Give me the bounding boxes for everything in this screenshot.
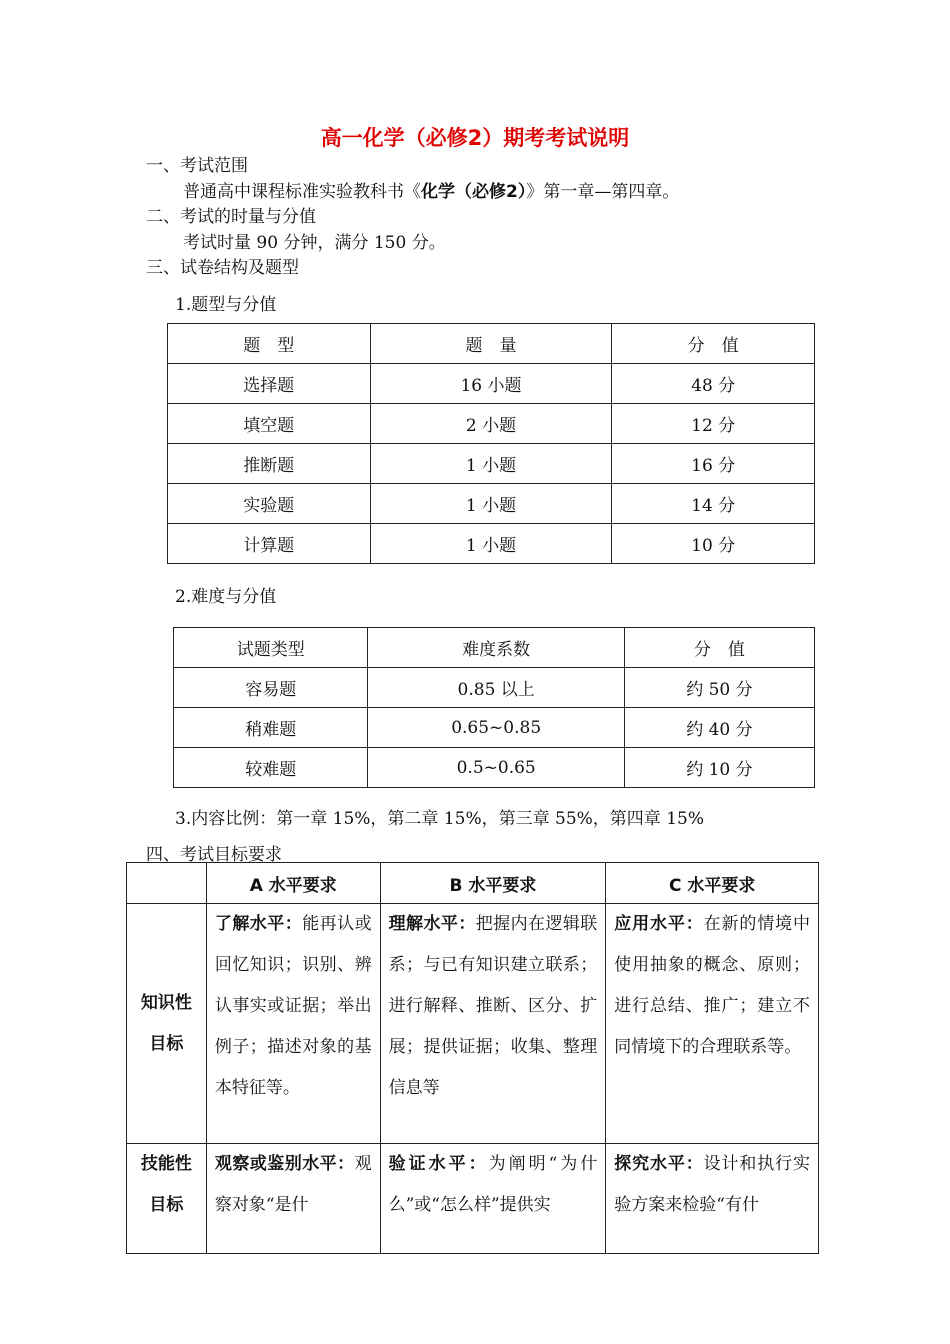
table-row xyxy=(174,668,815,708)
table-cell: 约 40 分 xyxy=(624,708,814,748)
table-header-cell: C 水平要求 xyxy=(606,863,819,904)
table-row xyxy=(127,1144,819,1254)
table-cell: 约 10 分 xyxy=(624,748,814,788)
table-cell: 14 分 xyxy=(612,484,815,524)
section-2-heading: 二、考试的时量与分值 xyxy=(146,207,316,227)
level-c-term: 应用水平： xyxy=(614,914,704,934)
level-c-text: 设计和执行实验方案来检验“有什 xyxy=(614,1154,811,1215)
table-cell: 0.5~0.65 xyxy=(368,748,624,788)
level-a-text: 观察对象“是什 xyxy=(214,1154,372,1215)
table-cell: 2 小题 xyxy=(370,404,612,444)
row-label-skill xyxy=(127,1144,207,1254)
table-cell: 稍难题 xyxy=(174,708,368,748)
table-header-cell: 难度系数 xyxy=(368,628,624,668)
table-cell: 填空题 xyxy=(168,404,371,444)
section-1-heading: 一、考试范围 xyxy=(146,156,248,176)
objectives-table xyxy=(126,862,819,1254)
level-c-cell xyxy=(606,904,819,1144)
level-b-cell xyxy=(380,1144,606,1254)
section-4-heading: 四、考试目标要求 xyxy=(146,845,282,865)
table-cell: 计算题 xyxy=(168,524,371,564)
section-1-text-suffix: 》第一章—第四章。 xyxy=(526,182,680,202)
table-row xyxy=(127,904,819,1144)
level-a-term: 观察或鉴别水平： xyxy=(214,1154,355,1174)
table-cell: 12 分 xyxy=(612,404,815,444)
table-cell: 1 小题 xyxy=(370,484,612,524)
level-b-cell xyxy=(380,904,606,1144)
section-1-text-bold: 化学（必修2） xyxy=(421,182,527,202)
table-header-cell: 分 值 xyxy=(612,324,815,364)
table-row xyxy=(168,404,815,444)
level-a-cell xyxy=(206,1144,380,1254)
table-header-cell: 分 值 xyxy=(624,628,814,668)
table-header-row xyxy=(168,324,815,364)
question-type-table xyxy=(167,323,815,564)
section-1-text xyxy=(183,177,679,202)
table-cell: 16 小题 xyxy=(370,364,612,404)
row-label-line: 目标 xyxy=(149,1033,184,1054)
table-header-cell xyxy=(127,863,207,904)
section-3-heading: 三、试卷结构及题型 xyxy=(146,258,299,278)
table-cell: 0.85 以上 xyxy=(368,668,624,708)
level-c-text: 在新的情境中使用抽象的概念、原则；进行总结、推广；建立不同情境下的合理联系等。 xyxy=(614,914,811,1057)
table-cell: 16 分 xyxy=(612,444,815,484)
table-cell: 1 小题 xyxy=(370,524,612,564)
document-title: 高一化学（必修2）期考考试说明 xyxy=(320,126,630,150)
table-row xyxy=(174,708,815,748)
table-cell: 约 50 分 xyxy=(624,668,814,708)
table-row xyxy=(168,524,815,564)
table-header-cell: B 水平要求 xyxy=(380,863,606,904)
table-cell: 48 分 xyxy=(612,364,815,404)
subsection-1-heading: 1.题型与分值 xyxy=(175,295,277,315)
level-a-cell xyxy=(206,904,380,1144)
table-header-row xyxy=(127,863,819,904)
subsection-3-content-ratio: 3.内容比例：第一章 15%，第二章 15%，第三章 55%，第四章 15% xyxy=(175,809,704,829)
table-header-cell: 题 量 xyxy=(370,324,612,364)
row-label-line: 技能性 xyxy=(140,1154,192,1174)
table-cell: 1 小题 xyxy=(370,444,612,484)
table-row xyxy=(174,748,815,788)
level-b-text: 为阐明“为什么”或“怎么样”提供实 xyxy=(388,1154,598,1215)
row-label-line: 知识性 xyxy=(140,992,192,1013)
table-cell: 0.65~0.85 xyxy=(368,708,624,748)
level-a-term: 了解水平： xyxy=(214,914,303,934)
subsection-2-heading: 2.难度与分值 xyxy=(175,587,277,607)
table-header-cell: A 水平要求 xyxy=(206,863,380,904)
section-1-text-prefix: 普通高中课程标准实验教科书《 xyxy=(183,182,421,202)
table-cell: 10 分 xyxy=(612,524,815,564)
table-header-row xyxy=(174,628,815,668)
table-row xyxy=(168,444,815,484)
table-header-cell: 试题类型 xyxy=(174,628,368,668)
level-b-text: 把握内在逻辑联系；与已有知识建立联系；进行解释、推断、区分、扩展；提供证据；收集、整理信息等 xyxy=(388,914,598,1098)
table-row xyxy=(168,364,815,404)
level-c-cell xyxy=(606,1144,819,1254)
table-cell: 较难题 xyxy=(174,748,368,788)
table-cell: 推断题 xyxy=(168,444,371,484)
row-label-line: 目标 xyxy=(149,1195,184,1215)
table-cell: 实验题 xyxy=(168,484,371,524)
section-2-text: 考试时量 90 分钟，满分 150 分。 xyxy=(183,233,446,253)
table-cell: 容易题 xyxy=(174,668,368,708)
level-a-text: 能再认或回忆知识；识别、辨认事实或证据；举出例子；描述对象的基本特征等。 xyxy=(214,914,372,1098)
row-label-knowledge xyxy=(127,904,207,1144)
level-b-term: 验证水平： xyxy=(388,1154,489,1174)
table-cell: 选择题 xyxy=(168,364,371,404)
level-c-term: 探究水平： xyxy=(614,1154,704,1174)
level-b-term: 理解水平： xyxy=(388,914,476,934)
table-header-cell: 题 型 xyxy=(168,324,371,364)
table-row xyxy=(168,484,815,524)
difficulty-table xyxy=(173,627,815,788)
